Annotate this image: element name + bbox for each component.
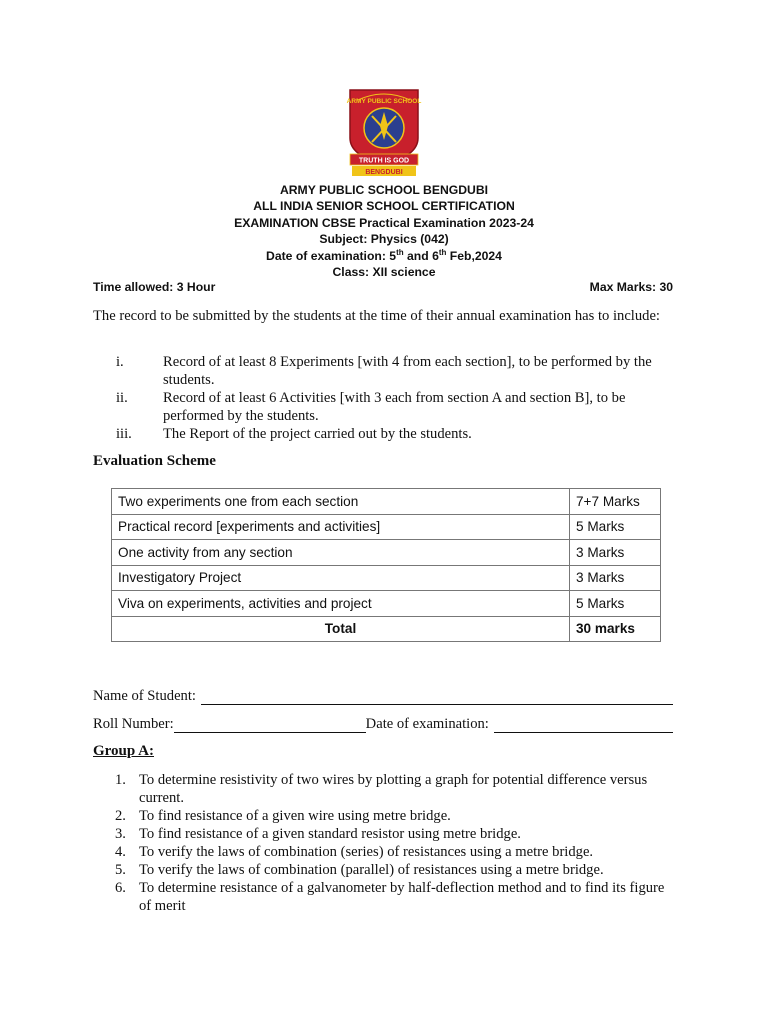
total-label: Total <box>112 616 570 642</box>
row-marks: 5 Marks <box>570 591 661 617</box>
certification-line: ALL INDIA SENIOR SCHOOL CERTIFICATION <box>253 199 515 214</box>
list-item: 5. To verify the laws of combination (parallel) of resistances using a metre bridge. <box>115 862 604 878</box>
record-requirements-list <box>93 353 673 443</box>
time-allowed: Time allowed: 3 Hour <box>93 280 216 294</box>
student-name-blank[interactable] <box>201 690 673 705</box>
row-marks: 5 Marks <box>570 514 661 540</box>
logo-place: BENGDUBI <box>365 169 403 176</box>
table-row <box>112 565 661 591</box>
list-item: 1. To determine resistivity of two wires by plotting a graph for potential difference versus current. <box>115 772 648 806</box>
row-marks: 7+7 Marks <box>570 489 661 515</box>
class-line: Class: XII science <box>332 265 436 280</box>
list-item: iii. The Report of the project carried out by the students. <box>116 426 472 442</box>
table-row <box>112 591 661 617</box>
evaluation-scheme-title: Evaluation Scheme <box>93 453 216 469</box>
row-label: Viva on experiments, activities and project <box>112 591 570 617</box>
document-header <box>0 182 768 280</box>
exam-date-blank[interactable] <box>494 718 673 733</box>
group-a-list <box>93 771 673 915</box>
student-name-row <box>93 688 673 705</box>
row-marks: 3 Marks <box>570 565 661 591</box>
table-row <box>112 514 661 540</box>
total-row <box>112 616 661 642</box>
total-marks: 30 marks <box>570 616 661 642</box>
row-label: Investigatory Project <box>112 565 570 591</box>
evaluation-table <box>111 488 661 642</box>
list-item: 2. To find resistance of a given wire using metre bridge. <box>115 808 451 824</box>
row-label: One activity from any section <box>112 540 570 566</box>
logo-top-text: ARMY PUBLIC SCHOOL <box>346 98 422 105</box>
roll-date-row <box>93 716 673 733</box>
examination-line: EXAMINATION CBSE Practical Examination 2023-24 <box>234 215 534 230</box>
list-item: 3. To find resistance of a given standard resistor using metre bridge. <box>115 826 521 842</box>
subject-line: Subject: Physics (042) <box>319 232 449 247</box>
table-row <box>112 540 661 566</box>
school-name: ARMY PUBLIC SCHOOL BENGDUBI <box>279 183 489 197</box>
list-item: ii. Record of at least 6 Activities [with 3 each from section A and section B], to be performed by the students. <box>116 390 626 424</box>
exam-meta-row <box>93 280 673 294</box>
logo-motto: TRUTH IS GOD <box>358 157 410 165</box>
roll-number-blank[interactable] <box>174 718 366 733</box>
list-item: i. Record of at least 8 Experiments [with 4 from each section], to be performed by the students. <box>116 354 652 388</box>
exam-date-line: Date of examination: 5th and 6th Feb,2024 <box>266 247 502 263</box>
max-marks: Max Marks: 30 <box>589 280 673 294</box>
school-logo <box>344 86 424 178</box>
school-emblem-icon <box>344 86 424 178</box>
row-label: Practical record [experiments and activities] <box>112 514 570 540</box>
student-name-label: Name of Student: <box>93 688 196 704</box>
intro-paragraph: The record to be submitted by the students at the time of their annual examination has to include: <box>93 308 660 324</box>
roll-number-label: Roll Number: <box>93 716 174 732</box>
list-item: 6. To determine resistance of a galvanometer by half-deflection method and to find its figure of merit <box>115 880 665 914</box>
exam-date-label: Date of examination: <box>365 716 489 732</box>
group-a-title: Group A: <box>93 743 154 759</box>
row-label: Two experiments one from each section <box>112 489 570 515</box>
row-marks: 3 Marks <box>570 540 661 566</box>
table-row <box>112 489 661 515</box>
list-item: 4. To verify the laws of combination (series) of resistances using a metre bridge. <box>115 844 594 860</box>
